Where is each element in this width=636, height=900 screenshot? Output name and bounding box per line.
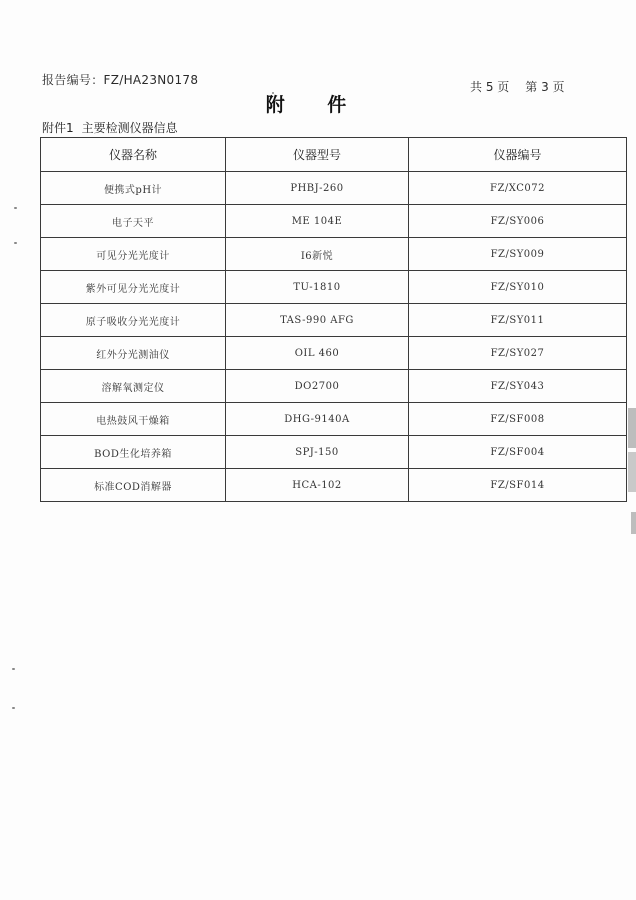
- instrument-model: ME 104E: [226, 205, 409, 238]
- instrument-name: 便携式pH计: [41, 172, 226, 205]
- total-pages: 共 5 页: [470, 80, 510, 94]
- instrument-name: BOD生化培养箱: [41, 436, 226, 469]
- instrument-number: FZ/SY006: [409, 205, 627, 238]
- scan-edge-shadow: [628, 452, 636, 492]
- table-row: [41, 238, 627, 271]
- scan-speck: [14, 242, 17, 244]
- instrument-model: DO2700: [226, 370, 409, 403]
- table-row: [41, 172, 627, 205]
- report-number: 报告编号：FZ/HA23N0178: [42, 73, 199, 87]
- instrument-model: TAS-990 AFG: [226, 304, 409, 337]
- instrument-model: I6新悦: [226, 238, 409, 271]
- table-row: [41, 469, 627, 502]
- table-row: [41, 403, 627, 436]
- instrument-model: SPJ-150: [226, 436, 409, 469]
- attachment-number: 附件1: [42, 121, 74, 135]
- table-row: [41, 205, 627, 238]
- table-row: [41, 271, 627, 304]
- instrument-number: FZ/SF014: [409, 469, 627, 502]
- instrument-model: TU-1810: [226, 271, 409, 304]
- attachment-subtitle: [42, 119, 178, 136]
- attachment-title: 附 件: [265, 94, 365, 116]
- instrument-number: FZ/SF004: [409, 436, 627, 469]
- instrument-name: 可见分光光度计: [41, 238, 226, 271]
- instrument-number: FZ/SY010: [409, 271, 627, 304]
- column-header-number: 仪器编号: [409, 138, 627, 172]
- table-row: [41, 337, 627, 370]
- table-header-row: [41, 138, 627, 172]
- table-row: [41, 304, 627, 337]
- instrument-number: FZ/SF008: [409, 403, 627, 436]
- column-header-model: 仪器型号: [226, 138, 409, 172]
- instrument-name: 红外分光测油仪: [41, 337, 226, 370]
- scan-speck: [272, 92, 274, 94]
- instrument-number: FZ/SY009: [409, 238, 627, 271]
- column-header-name: 仪器名称: [41, 138, 226, 172]
- current-page: 第 3 页: [525, 80, 565, 94]
- scan-edge-shadow: [631, 512, 636, 534]
- table-row: [41, 436, 627, 469]
- attachment-subtitle-text: 主要检测仪器信息: [81, 121, 178, 135]
- instrument-number: FZ/SY011: [409, 304, 627, 337]
- table-row: [41, 370, 627, 403]
- instrument-name: 原子吸收分光光度计: [41, 304, 226, 337]
- instrument-name: 电热鼓风干燥箱: [41, 403, 226, 436]
- scan-edge-shadow: [628, 408, 636, 448]
- instrument-number: FZ/SY043: [409, 370, 627, 403]
- instrument-table: [40, 137, 627, 502]
- page-count: [470, 78, 565, 95]
- instrument-model: OIL 460: [226, 337, 409, 370]
- instrument-number: FZ/SY027: [409, 337, 627, 370]
- scan-speck: [14, 207, 17, 209]
- instrument-model: DHG-9140A: [226, 403, 409, 436]
- instrument-name: 标准COD消解器: [41, 469, 226, 502]
- instrument-name: 电子天平: [41, 205, 226, 238]
- instrument-number: FZ/XC072: [409, 172, 627, 205]
- instrument-name: 紫外可见分光光度计: [41, 271, 226, 304]
- instrument-model: HCA-102: [226, 469, 409, 502]
- instrument-model: PHBJ-260: [226, 172, 409, 205]
- scan-speck: [12, 668, 15, 670]
- instrument-name: 溶解氧测定仪: [41, 370, 226, 403]
- scan-speck: [12, 707, 15, 709]
